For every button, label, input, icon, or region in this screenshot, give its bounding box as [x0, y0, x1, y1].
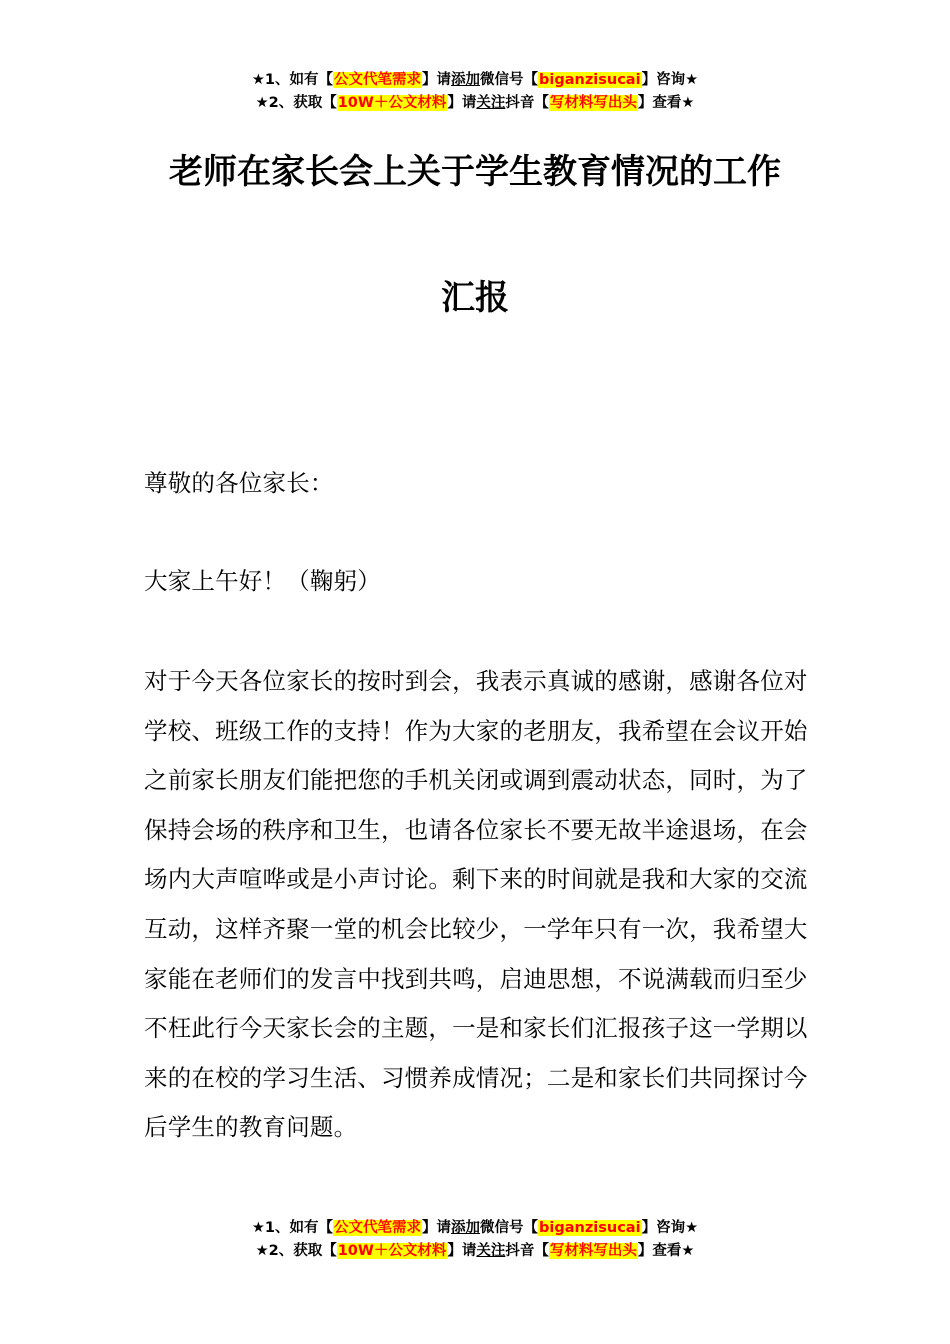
banner-highlight: 公文代笔需求: [334, 1220, 422, 1236]
banner-line-1: [0, 1217, 950, 1240]
banner-text: ★2、获取【: [255, 1243, 337, 1259]
banner-underlined: 添加: [451, 72, 481, 88]
banner-text: 】请: [447, 1243, 477, 1259]
banner-text: 】查看★: [637, 95, 695, 111]
banner-highlight: 公文代笔需求: [334, 72, 422, 88]
banner-line-1: [0, 69, 950, 92]
banner-text: ★2、获取【: [255, 95, 337, 111]
banner-highlight: biganzisucai: [539, 72, 641, 88]
banner-text: 】请: [422, 1220, 452, 1236]
footer-banner: [0, 1217, 950, 1263]
banner-underlined: 关注: [476, 95, 506, 111]
banner-text: 】咨询★: [641, 1220, 699, 1236]
title-line-2: 汇报: [441, 278, 509, 318]
banner-line-2: [0, 1240, 950, 1263]
document-title: [110, 140, 840, 330]
salutation: 尊敬的各位家长：: [144, 469, 334, 497]
title-line-1: 老师在家长会上关于学生教育情况的工作: [169, 152, 781, 192]
banner-text: 】查看★: [637, 1243, 695, 1259]
body-paragraph: 对于今天各位家长的按时到会，我表示真诚的感谢，感谢各位对学校、班级工作的支持！作为大家的老朋友，我希望在会议开始之前家长朋友们能把您的手机关闭或调到震动状态，同时，为了保持会场的秩序和卫生，也请各位家长不要无故半途退场，在会场内大声喧哗或是小声讨论。剩下来的时间就是我和大家的交流互动，这样齐聚一堂的机会比较少，一学年只有一次，我希望大家能在老师们的发言中找到共鸣，启迪思想，不说满载而归至少不枉此行今天家长会的主题，一是和家长们汇报孩子这一学期以来的在校的学习生活、习惯养成情况；二是和家长们共同探讨今后学生的教育问题。: [144, 667, 808, 1142]
banner-text: 】请: [422, 72, 452, 88]
banner-highlight: 写材料写出头: [549, 1243, 637, 1259]
banner-text: 抖音【: [505, 95, 549, 111]
banner-highlight: biganzisucai: [539, 1220, 641, 1236]
greeting: 大家上午好！（鞠躬）: [144, 567, 381, 595]
banner-text: 抖音【: [505, 1243, 549, 1259]
banner-highlight: 10W＋公文材料: [337, 95, 447, 111]
banner-text: 微信号【: [480, 1220, 539, 1236]
banner-text: 微信号【: [480, 72, 539, 88]
banner-line-2: [0, 92, 950, 115]
banner-text: ★1、如有【: [251, 1220, 334, 1236]
banner-text: 】请: [447, 95, 477, 111]
banner-text: ★1、如有【: [251, 72, 334, 88]
header-banner: [0, 69, 950, 115]
banner-highlight: 写材料写出头: [549, 95, 637, 111]
banner-underlined: 关注: [476, 1243, 506, 1259]
banner-underlined: 添加: [451, 1220, 481, 1236]
banner-text: 】咨询★: [641, 72, 699, 88]
banner-highlight: 10W＋公文材料: [337, 1243, 447, 1259]
